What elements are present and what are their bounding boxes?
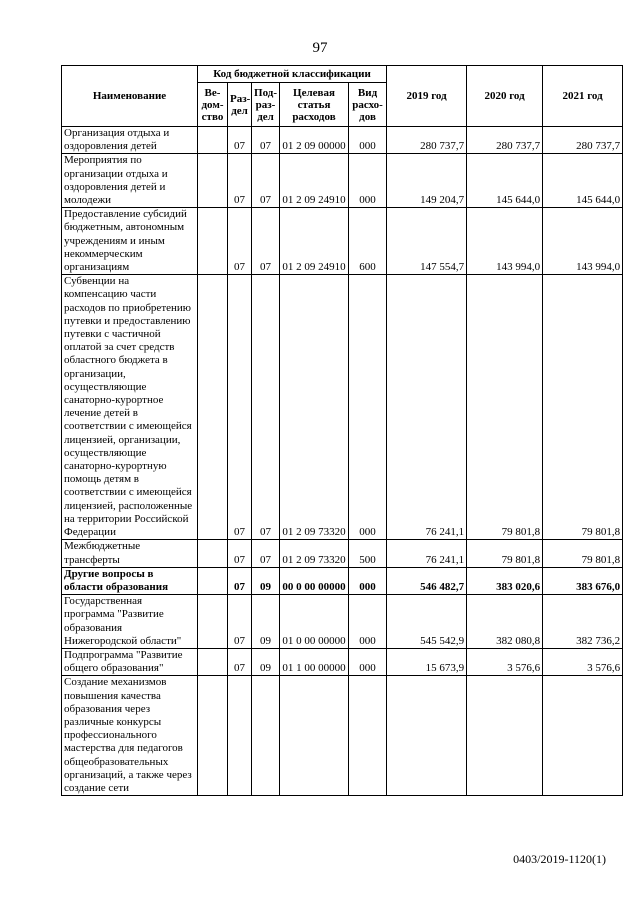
cell-2020: 383 020,6 [467,567,543,594]
header-code-group: Код бюджетной классификации [198,66,387,83]
cell-podrazdel: 07 [252,208,280,275]
table-row [62,595,623,649]
cell-2019: 76 241,1 [387,540,467,567]
header-2020: 2020 год [467,66,543,127]
table-row [62,540,623,567]
cell-ved [198,567,228,594]
cell-podrazdel: 07 [252,275,280,540]
cell-podrazdel [252,676,280,796]
cell-2021: 382 736,2 [543,595,623,649]
cell-expense-type: 000 [349,595,387,649]
cell-razdel: 07 [228,595,252,649]
cell-expense-type: 500 [349,540,387,567]
cell-target-article: 01 1 00 00000 [280,648,349,675]
cell-2020: 382 080,8 [467,595,543,649]
cell-ved [198,208,228,275]
cell-ved [198,540,228,567]
cell-expense-type [349,676,387,796]
cell-ved [198,595,228,649]
cell-2019: 15 673,9 [387,648,467,675]
cell-2020: 79 801,8 [467,275,543,540]
cell-expense-type: 000 [349,275,387,540]
budget-table [61,65,623,796]
cell-target-article: 01 2 09 73320 [280,275,349,540]
cell-2020: 3 576,6 [467,648,543,675]
table-row [62,648,623,675]
cell-razdel: 07 [228,154,252,208]
cell-2019 [387,676,467,796]
cell-ved [198,154,228,208]
table-row [62,154,623,208]
cell-2020: 143 994,0 [467,208,543,275]
cell-podrazdel: 09 [252,595,280,649]
table-row [62,127,623,154]
header-name: Наименование [62,66,198,127]
cell-2021: 145 644,0 [543,154,623,208]
cell-razdel: 07 [228,275,252,540]
cell-target-article: 01 2 09 00000 [280,127,349,154]
cell-razdel: 07 [228,208,252,275]
cell-name: Организация отдыха и оздоровления детей [62,127,198,154]
cell-expense-type: 600 [349,208,387,275]
cell-expense-type: 000 [349,154,387,208]
cell-target-article: 01 0 00 00000 [280,595,349,649]
cell-2020: 145 644,0 [467,154,543,208]
cell-ved [198,127,228,154]
cell-2020: 79 801,8 [467,540,543,567]
cell-razdel: 07 [228,648,252,675]
cell-podrazdel: 07 [252,154,280,208]
cell-2019: 147 554,7 [387,208,467,275]
cell-ved [198,275,228,540]
cell-name: Другие вопросы в области образования [62,567,198,594]
header-podrazdel: Под-раз-дел [252,83,280,127]
cell-name: Межбюджетные трансферты [62,540,198,567]
header-vid: Вид расхо-дов [349,83,387,127]
cell-ved [198,648,228,675]
cell-name: Субвенции на компенсацию части расходов по приобретению путевки и предоставлению путевки с частичной оплатой за счет средств областного бюджета в организации, осуществляющие санаторно-курортное лечение детей в соответствии с имеющейся лицензией, организации, осуществляющие санаторно-курортную помощь детям в соответствии с имеющейся лицензией, расположенные на территории Российской Федерации [62,275,198,540]
header-2019: 2019 год [387,66,467,127]
cell-2021: 79 801,8 [543,540,623,567]
cell-target-article: 01 2 09 24910 [280,208,349,275]
table-row [62,567,623,594]
cell-2019: 546 482,7 [387,567,467,594]
cell-name: Создание механизмов повышения качества образования через различные конкурсы профессионального мастерства для педагогов общеобразовательных организаций, а также через создание сети [62,676,198,796]
cell-ved [198,676,228,796]
table-body [62,127,623,796]
cell-podrazdel: 07 [252,540,280,567]
cell-2021: 280 737,7 [543,127,623,154]
cell-name: Государственная программа "Развитие образования Нижегородской области" [62,595,198,649]
table-row [62,208,623,275]
table-row [62,676,623,796]
cell-expense-type: 000 [349,127,387,154]
cell-2019: 545 542,9 [387,595,467,649]
cell-2021: 79 801,8 [543,275,623,540]
cell-target-article: 00 0 00 00000 [280,567,349,594]
cell-razdel: 07 [228,540,252,567]
cell-expense-type: 000 [349,648,387,675]
cell-name: Мероприятия по организации отдыха и оздоровления детей и молодежи [62,154,198,208]
cell-2021: 3 576,6 [543,648,623,675]
cell-target-article: 01 2 09 73320 [280,540,349,567]
cell-razdel [228,676,252,796]
cell-name: Подпрограмма "Развитие общего образования" [62,648,198,675]
cell-podrazdel: 07 [252,127,280,154]
cell-2021: 143 994,0 [543,208,623,275]
cell-2019: 76 241,1 [387,275,467,540]
cell-name: Предоставление субсидий бюджетным, автономным учреждениям и иным некоммерческим организациям [62,208,198,275]
cell-podrazdel: 09 [252,567,280,594]
table-row [62,275,623,540]
cell-2020: 280 737,7 [467,127,543,154]
cell-razdel: 07 [228,127,252,154]
header-celevaya: Целевая статья расходов [280,83,349,127]
cell-2021: 383 676,0 [543,567,623,594]
cell-expense-type: 000 [349,567,387,594]
page-number: 97 [312,40,328,56]
header-2021: 2021 год [543,66,623,127]
cell-2021 [543,676,623,796]
header-ved: Ве-дом-ство [198,83,228,127]
cell-podrazdel: 09 [252,648,280,675]
cell-target-article: 01 2 09 24910 [280,154,349,208]
cell-2020 [467,676,543,796]
cell-2019: 280 737,7 [387,127,467,154]
cell-razdel: 07 [228,567,252,594]
document-code: 0403/2019-1120(1) [513,852,606,866]
cell-target-article [280,676,349,796]
cell-2019: 149 204,7 [387,154,467,208]
header-razdel: Раз-дел [228,83,252,127]
